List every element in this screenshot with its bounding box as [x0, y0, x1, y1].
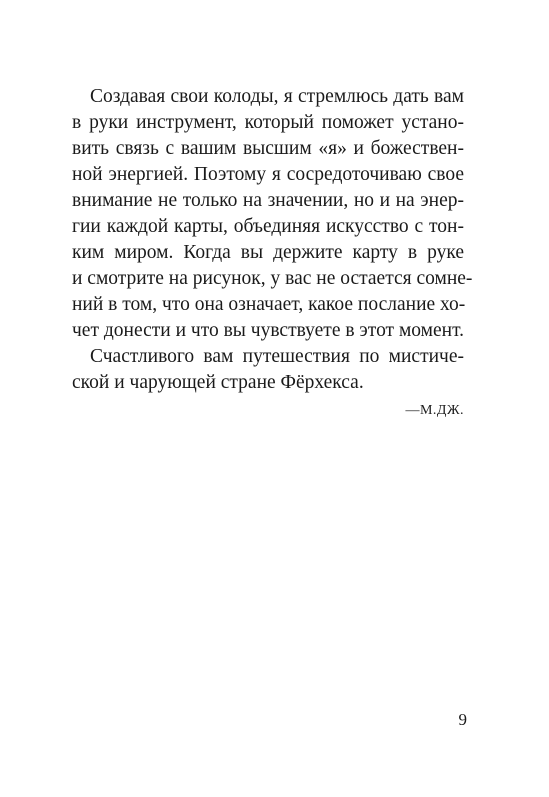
text-line: гии каждой карты, объединяя искусство с тон-	[72, 216, 464, 237]
text-line: и смотрите на рисунок, у вас не остается сомне-	[72, 268, 473, 289]
paragraph-1	[72, 84, 473, 344]
text-block	[72, 84, 473, 422]
text-line: вить связь с вашим высшим «я» и божествен-	[72, 138, 464, 159]
page-number: 9	[458, 710, 467, 729]
text-line: Счастливого вам путешествия по мистиче-	[90, 346, 464, 367]
text-line: чет донести и что вы чувствуете в этот момент.	[72, 320, 465, 341]
text-line: ний в том, что она означает, какое послание хо-	[72, 294, 466, 315]
text-line: внимание не только на значении, но и на энер-	[72, 190, 464, 211]
paragraph-2	[72, 344, 464, 396]
text-line: ской и чарующей стране Фёрхекса.	[72, 372, 364, 393]
text-line: ким миром. Когда вы держите карту в руке	[72, 242, 464, 263]
author-signature: —М.ДЖ.	[405, 403, 464, 418]
text-line: Создавая свои колоды, я стремлюсь дать вам	[90, 86, 464, 107]
text-line: ной энергией. Поэтому я сосредоточиваю свое	[72, 164, 464, 185]
text-line: в руки инструмент, который поможет устано-	[72, 112, 464, 133]
